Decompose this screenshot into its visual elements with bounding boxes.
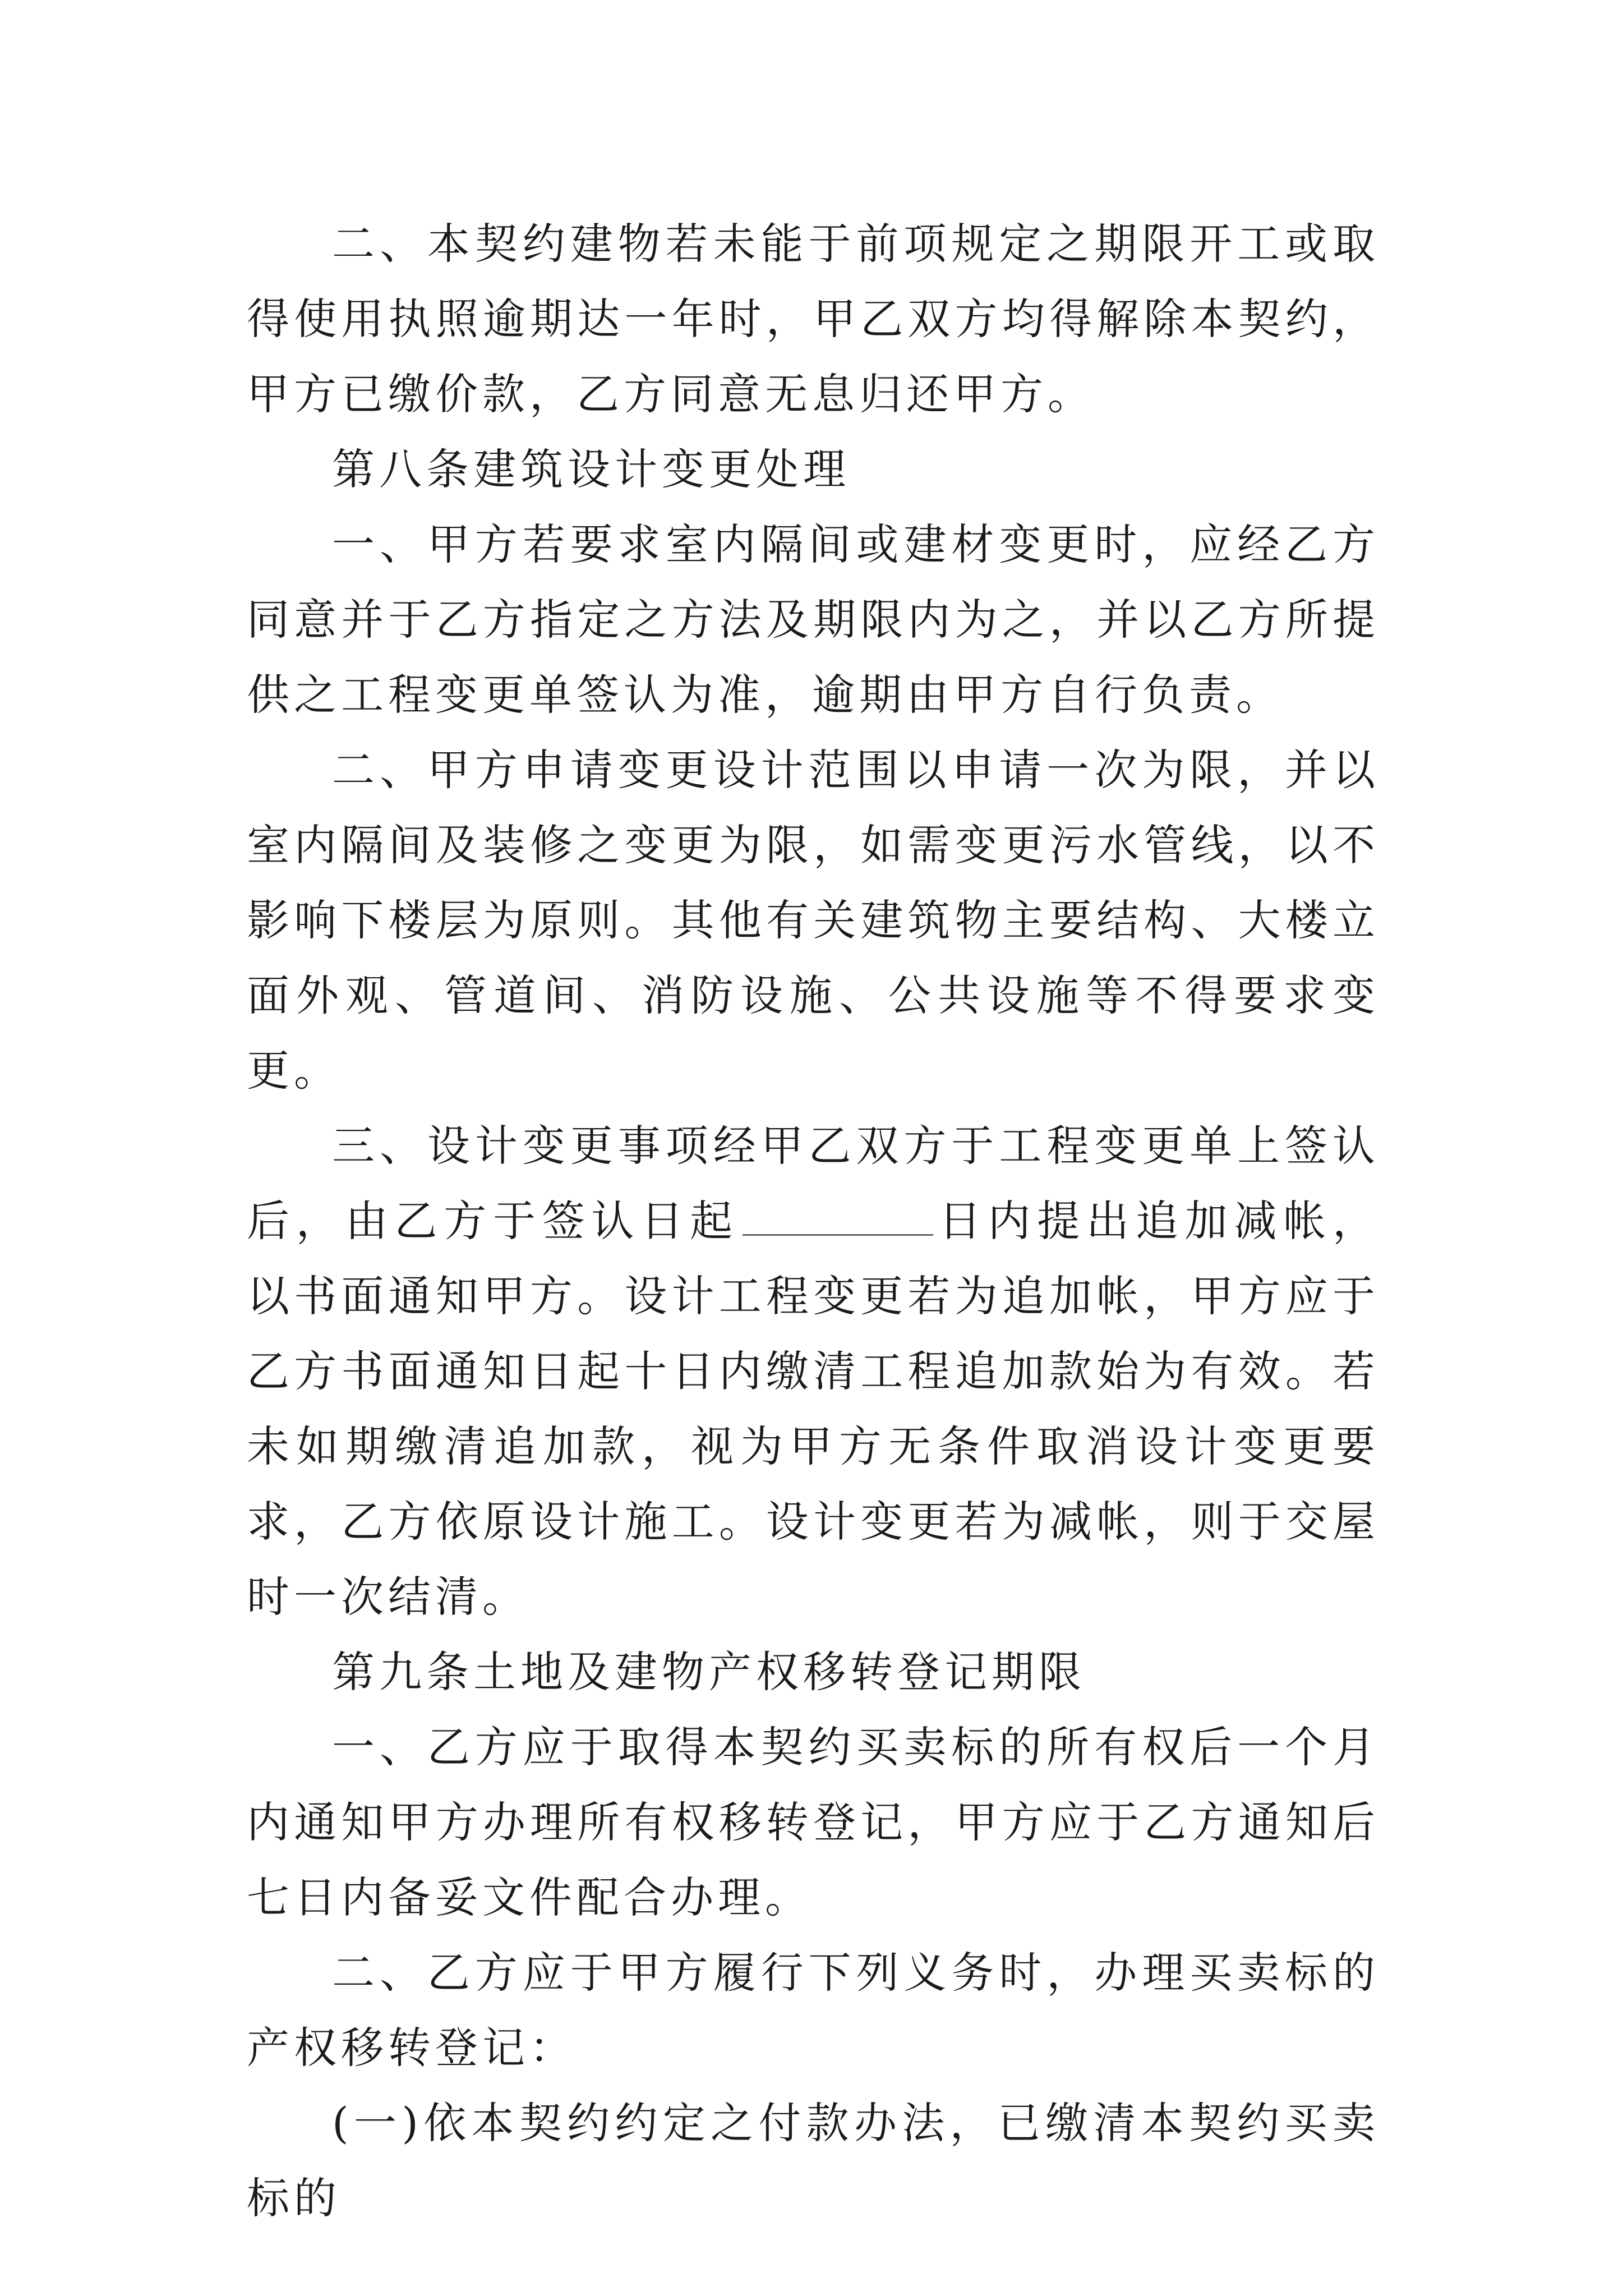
article-8-heading: 第八条建筑设计变更处理 (332, 444, 850, 494)
paragraph-clause-1-registration-notice: 一、乙方应于取得本契约买卖标的所有权后一个月内通知甲方办理所有权移转登记，甲方应于乙方通知后七日内备妥文件配合办理。 (247, 1722, 1380, 1922)
paragraph-clause-2-change-scope: 二、甲方申请变更设计范围以申请一次为限，并以室内隔间及装修之变更为限，如需变更污水管线，以不影响下楼层为原则。其他有关建筑物主要结构、大楼立面外观、管道间、消防设施、公共设施等不得要求变更。 (247, 745, 1380, 1096)
paragraph-clause-3-part-a: 三、设计变更事项经甲乙双方于工程变更单上签认后，由乙方于签认日起 (247, 1121, 1380, 1246)
paragraph-clause-2-registration-conditions: 二、乙方应于甲方履行下列义务时，办理买卖标的产权移转登记： (247, 1948, 1380, 2073)
article-9-heading: 第九条土地及建物产权移转登记期限 (332, 1647, 1086, 1697)
paragraph-clause-3-part-b: 日内提出追加减帐，以书面通知甲方。设计工程变更若为追加帐，甲方应于乙方书面通知日起十日内缴清工程追加款始为有效。若未如期缴清追加款，视为甲方无条件取消设计变更要求，乙方依原设计施工。设计变更若为减帐，则于交屋时一次结清。 (247, 1196, 1380, 1622)
fill-in-blank-days[interactable] (743, 1195, 933, 1236)
paragraph-item-1-payment: (一)依本契约约定之付款办法，已缴清本契约买卖标的 (247, 2098, 1380, 2223)
paragraph-clause-2-deadline: 二、本契约建物若未能于前项规定之期限开工或取得使用执照逾期达一年时，甲乙双方均得解除本契约，甲方已缴价款，乙方同意无息归还甲方。 (247, 219, 1380, 419)
paragraph-clause-1-change-request: 一、甲方若要求室内隔间或建材变更时，应经乙方同意并于乙方指定之方法及期限内为之，并以乙方所提供之工程变更单签认为准，逾期由甲方自行负责。 (247, 519, 1380, 720)
paragraph-clause-3-change-billing (247, 1108, 1380, 1635)
document-body (247, 206, 1380, 2236)
